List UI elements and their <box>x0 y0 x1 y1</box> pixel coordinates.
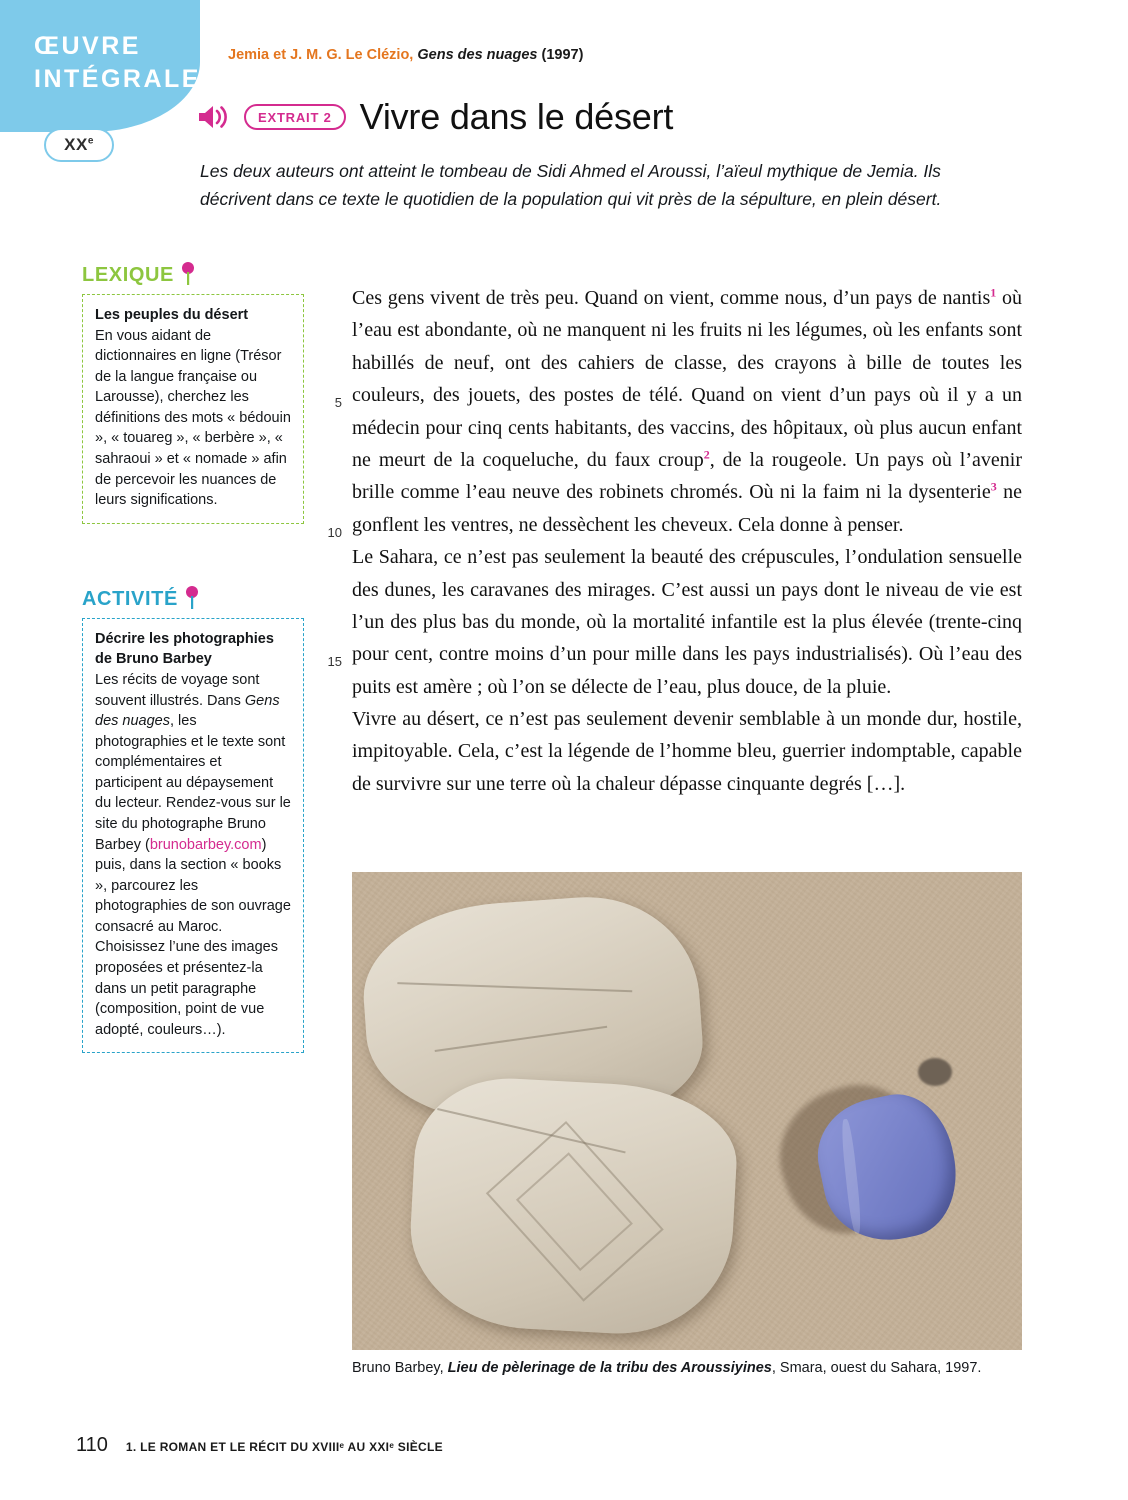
line-number-15: 15 <box>327 654 342 669</box>
activite-body-part2: , les photographies et le texte sont complémentaires et participent au dépaysement du lecteur. Rendez-vous sur le site du photographe Bruno Barbey ( <box>95 713 291 853</box>
photo-caption-rest: , Smara, ouest du Sahara, 1997. <box>771 1360 982 1376</box>
extract-header <box>196 96 673 138</box>
intro-paragraph: Les deux auteurs ont atteint le tombeau de Sidi Ahmed el Aroussi, l’aïeul mythique de Jemia. Ils décrivent dans ce texte le quotidien de la population qui vit près de la sépulture, en plein désert. <box>200 161 942 209</box>
pin-icon <box>184 586 200 610</box>
activite-header <box>82 586 304 611</box>
lexique-body: En vous aidant de dictionnaires en ligne (Trésor de la langue française ou Larousse), cherchez les définitions des mots « bédouin », « touareg », « berbère », « sahraoui » et « nomade » afin de percevoir les nuances de leurs significations. <box>95 327 291 509</box>
century-badge <box>44 128 114 162</box>
page-title: Vivre dans le désert <box>359 96 674 137</box>
activite-label: ACTIVITÉ <box>82 587 178 610</box>
corner-banner-line2: INTÉGRALE <box>34 65 201 93</box>
page-footer <box>76 1434 443 1457</box>
work-reference <box>228 47 583 63</box>
sidebar <box>82 262 304 1053</box>
photo-rock-engraving <box>486 1121 664 1302</box>
lexique-box <box>82 294 304 524</box>
brunobarbey-link[interactable]: brunobarbey.com <box>149 836 262 853</box>
p1-part-d: ne gonflent les ventres, ne dessèchent les cheveux. Cela donne à penser. <box>352 481 1022 536</box>
p1-part-c: , de la rougeole. Un pays où l’avenir brille comme l’eau neuve des robinets chromés. Où ni la faim ni la dysenterie <box>352 448 1022 504</box>
activite-box <box>82 618 304 1054</box>
photo-caption <box>352 1360 1032 1376</box>
chapter-title: 1. LE ROMAN ET LE RÉCIT DU XVIIIᵉ AU XXIᵉ SIÈCLE <box>125 1440 443 1454</box>
footnote-ref-1[interactable]: 1 <box>990 285 997 300</box>
speaker-icon[interactable] <box>196 100 230 134</box>
paragraph-1 <box>352 282 1022 541</box>
paragraph-2: Le Sahara, ce n’est pas seulement la beauté des crépuscules, l’ondulation sensuelle des dunes, les caravanes des mirages. C’est aussi un pays dont le niveau de vie est l’un des plus bas du monde, où la mortalité infantile est la plus élevée (trente-cinq pour cent, contre moins d’un pour mille dans les pays industrialisés). Où l’eau des puits est amère ; où l’on se délecte de l’eau, plus douce, de la pluie. <box>352 546 1022 698</box>
paragraph-3: Vivre au désert, ce n’est pas seulement devenir semblable à un monde dur, hostile, impitoyable. Cela, c’est la légende de l’homme bleu, guerrier indomptable, capable de survivre sur une terre où la chaleur dépasse cinquante degrés […]. <box>352 708 1022 795</box>
work-title: Gens des nuages <box>417 47 538 63</box>
photo-image <box>352 872 1022 1350</box>
lexique-header <box>82 262 304 287</box>
pin-icon <box>180 262 196 286</box>
footnote-ref-2[interactable]: 2 <box>703 447 710 462</box>
photo-rock-lower <box>406 1074 740 1339</box>
corner-banner-line1: ŒUVRE <box>34 32 141 60</box>
activite-body-part3: ) puis, dans la section « books », parcourez les photographies de son ouvrage consacré au Maroc. Choisissez l’une des images proposées et présentez-la dans un petit paragraphe (composition, point de vue adopté, couleurs…). <box>95 836 291 1038</box>
activite-heading: Décrire les photographies de Bruno Barbey <box>95 630 274 668</box>
extract-tag: EXTRAIT 2 <box>244 104 346 130</box>
activite-body <box>95 670 291 1040</box>
line-number-10: 10 <box>327 525 342 540</box>
work-authors: Jemia et J. M. G. Le Clézio, <box>228 47 414 63</box>
corner-banner-title <box>34 30 201 96</box>
lexique-heading: Les peuples du désert <box>95 307 249 323</box>
lexique-label: LEXIQUE <box>82 264 174 286</box>
extract-body <box>352 282 1022 800</box>
p1-part-b: où l’eau est abondante, où ne manquent ni les fruits ni les légumes, où les enfants sont habillés de neuf, ont des cahiers de classe, des crayons à bille de toutes les couleurs, des jouets, des postes de télé. Quand on vient d’un pays où il y a un médecin pour cinq cents habitants, des vaccins, des hôpitaux, où plus aucun enfant ne meurt de la coqueluche, du faux croup <box>352 287 1022 471</box>
century-badge-text: XX <box>64 135 88 154</box>
photo-caption-author: Bruno Barbey, <box>352 1360 448 1376</box>
photo-caption-title: Lieu de pèlerinage de la tribu des Aroussiyines <box>447 1360 772 1376</box>
photo-figure <box>352 872 1022 1350</box>
footnote-ref-3[interactable]: 3 <box>990 479 997 494</box>
activite-body-part1: Les récits de voyage sont souvent illustrés. Dans <box>95 671 260 709</box>
page-number: 110 <box>76 1434 108 1456</box>
work-year: (1997) <box>541 47 584 63</box>
line-number-5: 5 <box>334 395 342 410</box>
activite-body-italic: Gens des nuages <box>95 692 280 730</box>
century-badge-sup: e <box>87 135 94 147</box>
p1-part-a: Ces gens vivent de très peu. Quand on vient, comme nous, d’un pays de nantis <box>352 287 991 309</box>
